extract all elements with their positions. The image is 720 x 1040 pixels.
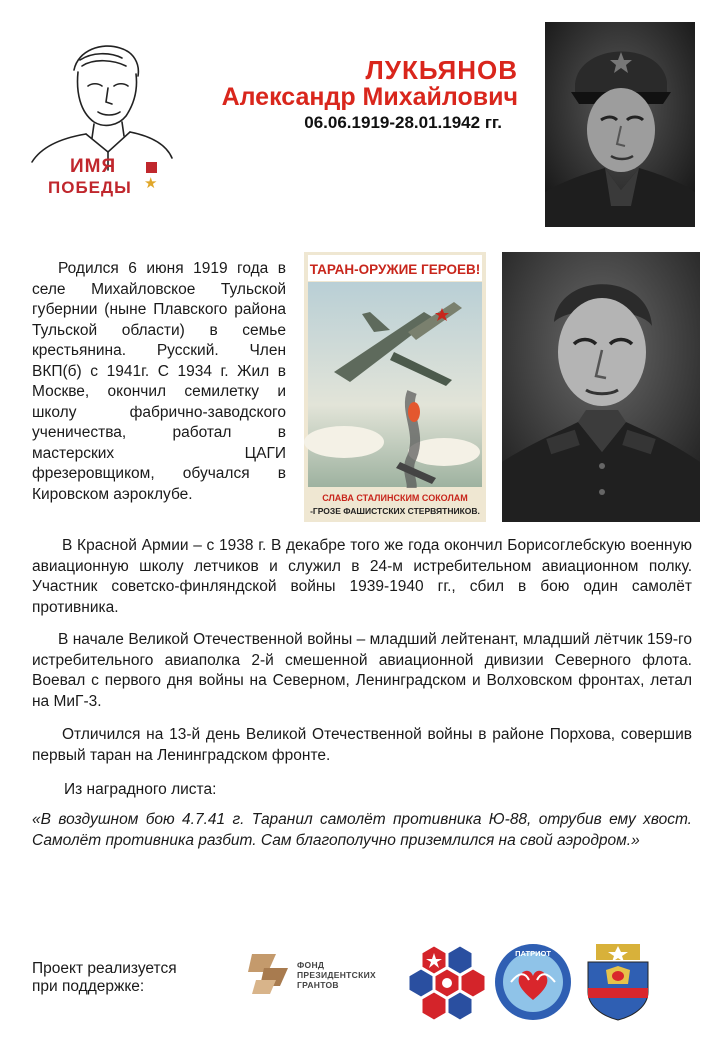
great-patriotic-war-paragraph: В начале Великой Отечественной войны – младший лейтенант, младший лётчик 159-го истребительного авиаполка 2-й смешенной авиационной дивизии Северного флота. Воевал с первого дня войны на Северном, Ленинградском и Волховском фронтах, летал на МиГ-3. bbox=[32, 631, 692, 710]
presidential-grants-fund-logo-icon bbox=[246, 948, 294, 1000]
presidential-grants-fund-text bbox=[297, 960, 376, 990]
support-line2: при поддержке: bbox=[32, 978, 145, 995]
patriot-club-emblem-icon bbox=[493, 942, 573, 1022]
poster-bottom-line1: СЛАВА СТАЛИНСКИМ СОКОЛАМ bbox=[322, 493, 468, 503]
fund-line3: ГРАНТОВ bbox=[297, 980, 339, 990]
fund-line1: ФОНД bbox=[297, 960, 325, 970]
hero-name: Александр Михайлович bbox=[221, 83, 518, 111]
poster-bottom-line2: -ГРОЗЕ ФАШИСТСКИХ СТЕРВЯТНИКОВ. bbox=[310, 506, 480, 516]
patriot-label: ПАТРИОТ bbox=[515, 949, 551, 958]
biography-paragraph: Родился 6 июня 1919 года в селе Михайловское Тульской губернии (ныне Плавского района Тульской области) в семье крестьянина. Русский. Член ВКП(б) с 1941г. С 1934 г. Жил в Москве, окончил семилетку и школу фабрично-заводского ученичества, работал в мастерских ЦАГИ фрезеровщиком, обучался в Кировском аэроклубе. bbox=[32, 260, 286, 503]
gold-star-icon: ★ bbox=[144, 175, 158, 192]
wwii-poster-image bbox=[304, 252, 486, 522]
logo-text-imya: ИМЯ bbox=[70, 156, 117, 177]
portrait-photo-cap bbox=[545, 22, 695, 227]
hero-surname: ЛУКЬЯНОВ bbox=[365, 55, 518, 85]
award-sheet-intro: Из наградного листа: bbox=[64, 781, 217, 798]
poster-top-text: ТАРАН-ОРУЖИЕ ГЕРОЕВ! bbox=[309, 262, 481, 277]
red-army-paragraph: В Красной Армии – с 1938 г. В декабре того же года окончил Борисоглебскую военную авиационную школу летчиков и служил в 24-м истребительном авиационном полку. Участник советско-финляндской войны 1939-1940 гг., сбил в бою один самолёт противника. bbox=[32, 537, 692, 616]
hero-life-dates: 06.06.1919-28.01.1942 гг. bbox=[304, 113, 502, 132]
award-sheet-quote: «В воздушном бою 4.7.41 г. Таранил самолёт противника Ю-88, отрубив ему хвост. Самолёт противника разбит. Сам благополучно приземлился на свой аэродром.» bbox=[32, 811, 692, 849]
coat-of-arms-icon bbox=[584, 940, 652, 1022]
fund-line2: ПРЕЗИДЕНТСКИХ bbox=[297, 970, 376, 980]
support-caption bbox=[32, 960, 177, 996]
feat-paragraph: Отличился на 13-й день Великой Отечественной войны в районе Порхова, совершив первый таран на Ленинградском фронте. bbox=[32, 726, 692, 764]
support-line1: Проект реализуется bbox=[32, 960, 177, 977]
logo-red-square bbox=[146, 162, 157, 173]
logo-text-pobedy: ПОБЕДЫ bbox=[48, 178, 132, 197]
hexagon-cluster-logo-icon bbox=[406, 944, 488, 1022]
portrait-photo-uniform bbox=[502, 252, 700, 522]
